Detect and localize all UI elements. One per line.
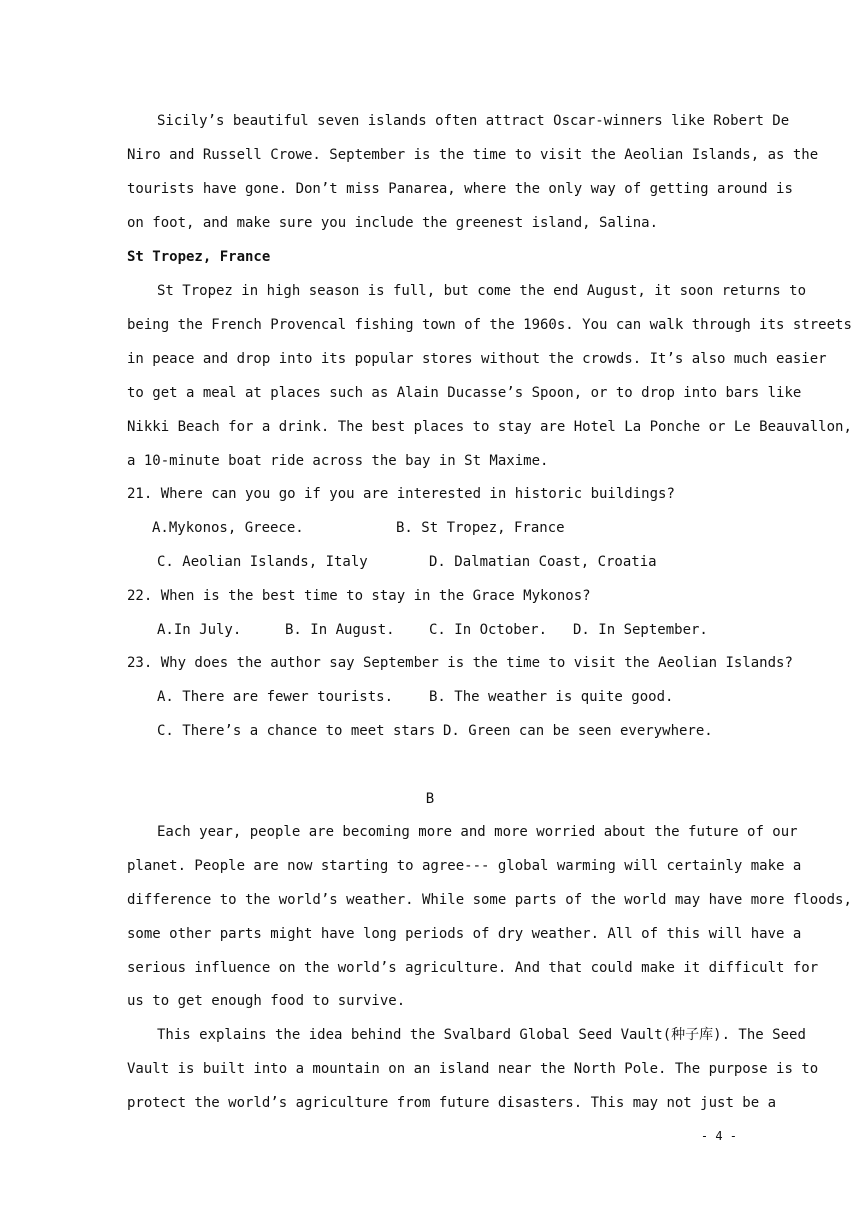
answer-option: C. Aeolian Islands, Italy xyxy=(157,554,368,570)
answer-option: A.Mykonos, Greece. xyxy=(152,520,304,536)
answer-option: C. There’s a chance to meet stars xyxy=(157,723,436,739)
answer-option: A. There are fewer tourists. xyxy=(157,689,394,705)
paragraph-line: protect the world’s agriculture from future disasters. This may not just be a xyxy=(127,1095,777,1111)
paragraph-line: difference to the world’s weather. While some parts of the world may have more floods, xyxy=(127,892,852,908)
paragraph-line: us to get enough food to survive. xyxy=(127,993,406,1009)
paragraph-line: serious influence on the world’s agriculture. And that could make it difficult for xyxy=(127,960,819,976)
answer-option: A.In July. xyxy=(157,622,242,638)
paragraph-line: to get a meal at places such as Alain Ducasse’s Spoon, or to drop into bars like xyxy=(127,385,802,401)
paragraph-line: in peace and drop into its popular stores without the crowds. It’s also much easier xyxy=(127,351,827,367)
section-heading: St Tropez, France xyxy=(127,249,271,265)
paragraph-line: on foot, and make sure you include the greenest island, Salina. xyxy=(127,215,659,231)
paragraph-line: Sicily’s beautiful seven islands often attract Oscar-winners like Robert De xyxy=(157,113,790,129)
paragraph-line: Nikki Beach for a drink. The best places to stay are Hotel La Ponche or Le Beauvallon, xyxy=(127,419,852,435)
paragraph-line: This explains the idea behind the Svalbard Global Seed Vault(种子库). The Seed xyxy=(157,1027,806,1043)
paragraph-line: a 10-minute boat ride across the bay in St Maxime. xyxy=(127,453,549,469)
question-stem: 23. Why does the author say September is the time to visit the Aeolian Islands? xyxy=(127,655,793,671)
page-number: - 4 - xyxy=(700,1129,737,1143)
paragraph-line: Vault is built into a mountain on an island near the North Pole. The purpose is to xyxy=(127,1061,819,1077)
question-stem: 22. When is the best time to stay in the Grace Mykonos? xyxy=(127,588,591,604)
paragraph-line: tourists have gone. Don’t miss Panarea, where the only way of getting around is xyxy=(127,181,793,197)
answer-option: C. In October. xyxy=(429,622,548,638)
answer-option: D. Dalmatian Coast, Croatia xyxy=(429,554,657,570)
paragraph-line: St Tropez in high season is full, but come the end August, it soon returns to xyxy=(157,283,807,299)
paragraph-line: planet. People are now starting to agree--- global warming will certainly make a xyxy=(127,858,802,874)
answer-option: B. In August. xyxy=(285,622,395,638)
paragraph-line: being the French Provencal fishing town of the 1960s. You can walk through its streets xyxy=(127,317,852,333)
answer-option: D. Green can be seen everywhere. xyxy=(443,723,713,739)
paragraph-line: Each year, people are becoming more and more worried about the future of our xyxy=(157,824,798,840)
answer-option: B. The weather is quite good. xyxy=(429,689,674,705)
answer-option: D. In September. xyxy=(573,622,708,638)
section-label: B xyxy=(425,791,435,807)
question-stem: 21. Where can you go if you are interested in historic buildings? xyxy=(127,486,675,502)
paragraph-line: Niro and Russell Crowe. September is the time to visit the Aeolian Islands, as the xyxy=(127,147,819,163)
answer-option: B. St Tropez, France xyxy=(396,520,565,536)
paragraph-line: some other parts might have long periods of dry weather. All of this will have a xyxy=(127,926,802,942)
